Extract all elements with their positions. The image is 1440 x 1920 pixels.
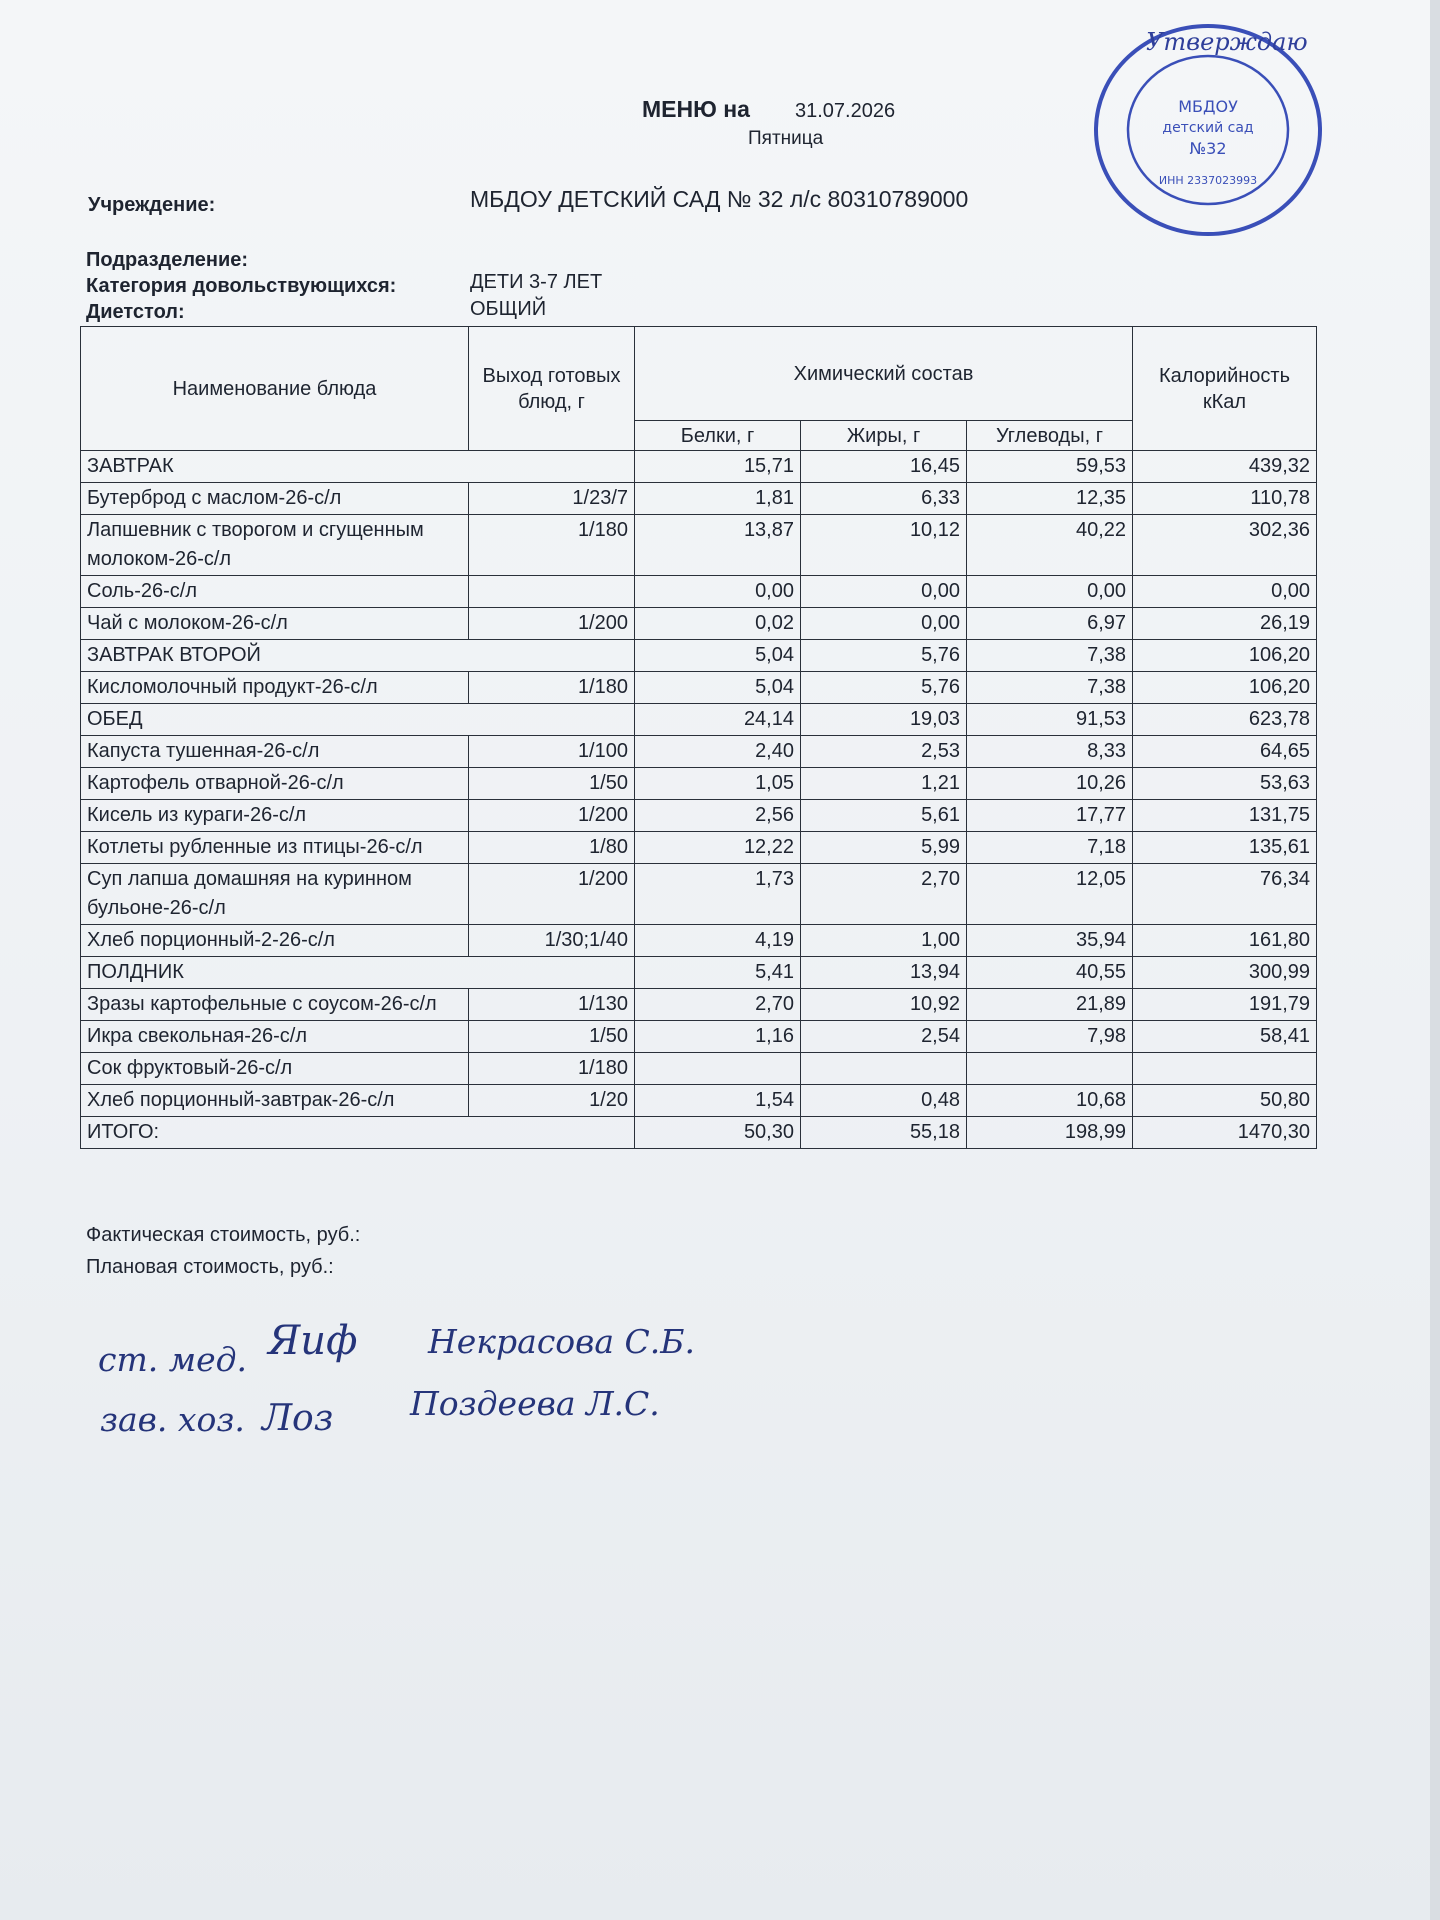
table-row <box>81 1053 1317 1085</box>
dish-name: Икра свекольная-26-с/л <box>81 1021 469 1053</box>
dish-output: 1/50 <box>469 768 635 800</box>
table-row <box>81 1085 1317 1117</box>
dish-output: 1/20 <box>469 1085 635 1117</box>
dish-carb: 7,98 <box>967 1021 1133 1053</box>
dish-name: Соль-26-с/л <box>81 576 469 608</box>
section-protein: 15,71 <box>635 451 801 483</box>
total-fat: 55,18 <box>801 1117 967 1149</box>
svg-text:МБДОУ: МБДОУ <box>1178 97 1238 116</box>
section-row <box>81 640 1317 672</box>
section-carb: 40,55 <box>967 957 1133 989</box>
total-carb: 198,99 <box>967 1117 1133 1149</box>
dish-output: 1/200 <box>469 864 635 925</box>
dish-name: Капуста тушенная-26-с/л <box>81 736 469 768</box>
svg-text:Утверждаю: Утверждаю <box>1146 28 1308 56</box>
dish-fat: 5,61 <box>801 800 967 832</box>
table-row <box>81 768 1317 800</box>
dish-fat: 2,54 <box>801 1021 967 1053</box>
institution-label: Учреждение: <box>88 194 216 216</box>
subdivision-label: Подразделение: <box>86 249 249 271</box>
section-kcal: 439,32 <box>1133 451 1317 483</box>
dish-carb: 7,38 <box>967 672 1133 704</box>
dish-output: 1/23/7 <box>469 483 635 515</box>
dish-output: 1/200 <box>469 800 635 832</box>
section-carb: 91,53 <box>967 704 1133 736</box>
menu-table-body <box>81 451 1317 1149</box>
dish-kcal: 135,61 <box>1133 832 1317 864</box>
dish-kcal: 76,34 <box>1133 864 1317 925</box>
dish-kcal: 0,00 <box>1133 576 1317 608</box>
dish-carb: 0,00 <box>967 576 1133 608</box>
dish-fat: 0,00 <box>801 608 967 640</box>
table-row <box>81 483 1317 515</box>
dish-name: Лапшевник с творогом и сгущенным молоком-26-с/л <box>81 515 469 576</box>
dish-carb <box>967 1053 1133 1085</box>
section-name: ЗАВТРАК ВТОРОЙ <box>81 640 635 672</box>
dish-carb: 10,68 <box>967 1085 1133 1117</box>
dish-output: 1/30;1/40 <box>469 925 635 957</box>
dish-name: Чай с молоком-26-с/л <box>81 608 469 640</box>
dish-output: 1/100 <box>469 736 635 768</box>
dish-carb: 6,97 <box>967 608 1133 640</box>
col-header-carb: Углеводы, г <box>967 421 1133 451</box>
table-row <box>81 608 1317 640</box>
dish-name: Сок фруктовый-26-с/л <box>81 1053 469 1085</box>
dish-output: 1/200 <box>469 608 635 640</box>
col-header-output: Выход готовых блюд, г <box>469 327 635 451</box>
section-fat: 19,03 <box>801 704 967 736</box>
dish-fat: 2,70 <box>801 864 967 925</box>
dish-name: Хлеб порционный-завтрак-26-с/л <box>81 1085 469 1117</box>
dish-name: Котлеты рубленные из птицы-26-с/л <box>81 832 469 864</box>
table-row <box>81 576 1317 608</box>
dish-carb: 17,77 <box>967 800 1133 832</box>
dish-kcal: 161,80 <box>1133 925 1317 957</box>
signature-med-role: ст. мед. <box>98 1340 248 1379</box>
dish-carb: 7,18 <box>967 832 1133 864</box>
dish-protein: 13,87 <box>635 515 801 576</box>
dish-name: Кисель из кураги-26-с/л <box>81 800 469 832</box>
dish-kcal: 26,19 <box>1133 608 1317 640</box>
total-protein: 50,30 <box>635 1117 801 1149</box>
dish-kcal <box>1133 1053 1317 1085</box>
dish-protein: 12,22 <box>635 832 801 864</box>
dish-output: 1/50 <box>469 1021 635 1053</box>
dish-carb: 12,05 <box>967 864 1133 925</box>
dish-carb: 8,33 <box>967 736 1133 768</box>
total-label: ИТОГО: <box>81 1117 635 1149</box>
dish-fat: 0,00 <box>801 576 967 608</box>
dish-protein: 5,04 <box>635 672 801 704</box>
section-protein: 5,04 <box>635 640 801 672</box>
diet-value: ОБЩИЙ <box>470 298 547 320</box>
svg-text:детский сад: детский сад <box>1162 120 1254 136</box>
dish-carb: 10,26 <box>967 768 1133 800</box>
dish-fat: 10,12 <box>801 515 967 576</box>
col-header-fat: Жиры, г <box>801 421 967 451</box>
dish-kcal: 53,63 <box>1133 768 1317 800</box>
dish-kcal: 131,75 <box>1133 800 1317 832</box>
dish-protein: 2,70 <box>635 989 801 1021</box>
table-row <box>81 989 1317 1021</box>
dish-protein <box>635 1053 801 1085</box>
dish-fat: 5,76 <box>801 672 967 704</box>
dish-protein: 1,05 <box>635 768 801 800</box>
table-row <box>81 1021 1317 1053</box>
dish-kcal: 302,36 <box>1133 515 1317 576</box>
diet-label: Диетстол: <box>86 301 185 323</box>
section-name: ОБЕД <box>81 704 635 736</box>
category-label: Категория довольствующихся: <box>86 275 397 297</box>
dish-protein: 2,56 <box>635 800 801 832</box>
institution-value: МБДОУ ДЕТСКИЙ САД № 32 л/с 80310789000 <box>470 186 969 212</box>
table-row <box>81 864 1317 925</box>
svg-text:ИНН 2337023993: ИНН 2337023993 <box>1158 174 1258 187</box>
dish-fat: 1,00 <box>801 925 967 957</box>
dish-output: 1/180 <box>469 1053 635 1085</box>
total-kcal: 1470,30 <box>1133 1117 1317 1149</box>
dish-protein: 0,00 <box>635 576 801 608</box>
section-row <box>81 957 1317 989</box>
signature-med-scribble: Яиф <box>268 1318 358 1364</box>
dish-kcal: 110,78 <box>1133 483 1317 515</box>
dish-protein: 1,54 <box>635 1085 801 1117</box>
dish-kcal: 50,80 <box>1133 1085 1317 1117</box>
table-row <box>81 800 1317 832</box>
dish-output: 1/130 <box>469 989 635 1021</box>
svg-text:№32: №32 <box>1189 139 1227 158</box>
table-row <box>81 736 1317 768</box>
dish-output: 1/180 <box>469 515 635 576</box>
table-row <box>81 832 1317 864</box>
dish-protein: 4,19 <box>635 925 801 957</box>
dish-protein: 2,40 <box>635 736 801 768</box>
dish-output: 1/80 <box>469 832 635 864</box>
dish-fat: 10,92 <box>801 989 967 1021</box>
section-kcal: 106,20 <box>1133 640 1317 672</box>
category-value: ДЕТИ 3-7 ЛЕТ <box>470 271 603 293</box>
section-protein: 5,41 <box>635 957 801 989</box>
table-row <box>81 925 1317 957</box>
menu-title: МЕНЮ на <box>642 96 750 122</box>
signature-econ-name: Поздеева Л.С. <box>410 1384 660 1423</box>
section-row <box>81 704 1317 736</box>
table-row <box>81 515 1317 576</box>
dish-name: Кисломолочный продукт-26-с/л <box>81 672 469 704</box>
dish-name: Хлеб порционный-2-26-с/л <box>81 925 469 957</box>
dish-protein: 0,02 <box>635 608 801 640</box>
dish-name: Суп лапша домашняя на куринном бульоне-26-с/л <box>81 864 469 925</box>
section-carb: 7,38 <box>967 640 1133 672</box>
dish-carb: 40,22 <box>967 515 1133 576</box>
dish-name: Бутерброд с маслом-26-с/л <box>81 483 469 515</box>
stamp-seal-icon <box>1086 16 1330 244</box>
dish-carb: 12,35 <box>967 483 1133 515</box>
dish-carb: 21,89 <box>967 989 1133 1021</box>
menu-date: 31.07.2026 <box>795 100 896 122</box>
col-header-chem: Химический состав <box>635 327 1133 421</box>
dish-fat: 5,99 <box>801 832 967 864</box>
dish-kcal: 106,20 <box>1133 672 1317 704</box>
section-protein: 24,14 <box>635 704 801 736</box>
section-kcal: 623,78 <box>1133 704 1317 736</box>
dish-fat: 1,21 <box>801 768 967 800</box>
dish-fat: 6,33 <box>801 483 967 515</box>
section-fat: 13,94 <box>801 957 967 989</box>
dish-fat <box>801 1053 967 1085</box>
col-header-name: Наименование блюда <box>81 327 469 451</box>
dish-kcal: 191,79 <box>1133 989 1317 1021</box>
dish-output: 1/180 <box>469 672 635 704</box>
dish-fat: 0,48 <box>801 1085 967 1117</box>
signature-med-name: Некрасова С.Б. <box>428 1322 696 1361</box>
dish-kcal: 58,41 <box>1133 1021 1317 1053</box>
dish-protein: 1,81 <box>635 483 801 515</box>
table-row <box>81 672 1317 704</box>
col-header-kcal: Калорийность кКал <box>1133 327 1317 451</box>
menu-table <box>80 326 1317 1149</box>
actual-cost-label: Фактическая стоимость, руб.: <box>86 1224 361 1246</box>
signature-econ-scribble: Лоз <box>262 1398 334 1439</box>
dish-protein: 1,73 <box>635 864 801 925</box>
section-kcal: 300,99 <box>1133 957 1317 989</box>
menu-day: Пятница <box>748 128 824 149</box>
section-fat: 5,76 <box>801 640 967 672</box>
section-name: ПОЛДНИК <box>81 957 635 989</box>
section-row <box>81 451 1317 483</box>
signature-econ-role: зав. хоз. <box>100 1400 245 1439</box>
total-row <box>81 1117 1317 1149</box>
col-header-protein: Белки, г <box>635 421 801 451</box>
section-fat: 16,45 <box>801 451 967 483</box>
dish-carb: 35,94 <box>967 925 1133 957</box>
planned-cost-label: Плановая стоимость, руб.: <box>86 1256 334 1278</box>
dish-protein: 1,16 <box>635 1021 801 1053</box>
dish-kcal: 64,65 <box>1133 736 1317 768</box>
dish-fat: 2,53 <box>801 736 967 768</box>
dish-output <box>469 576 635 608</box>
dish-name: Зразы картофельные с соусом-26-с/л <box>81 989 469 1021</box>
dish-name: Картофель отварной-26-с/л <box>81 768 469 800</box>
section-name: ЗАВТРАК <box>81 451 635 483</box>
section-carb: 59,53 <box>967 451 1133 483</box>
